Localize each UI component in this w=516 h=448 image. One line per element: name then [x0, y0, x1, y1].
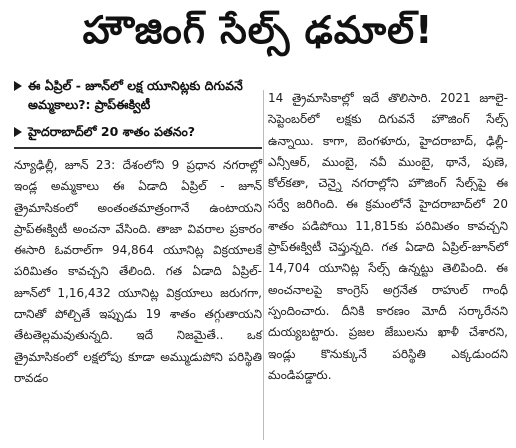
right-column: [268, 88, 508, 386]
subheading-2: [14, 122, 262, 141]
triangle-bullet-icon: [14, 81, 22, 91]
headline: హౌజింగ్ సేల్స్ ఢమాల్!: [82, 8, 434, 52]
subheading-divider: [14, 147, 262, 149]
left-column: [14, 76, 262, 389]
subheading-1: [14, 76, 262, 114]
subheading-1-text: ఈ ఏప్రిల్‌ - జూన్‌లో లక్ష యూనిట్లకు దిగువనే అమ్మకాలు?: ప్రాప్‌ఈక్విటీ: [28, 78, 243, 112]
subheading-2-text: హైదరాబాద్‌లో 20 శాతం పతనం?: [28, 124, 196, 139]
article-body-left: న్యూఢిల్లీ, జూన్‌ 23: దేశంలోని 9 ప్రధాన నగరాల్లో ఇండ్ల అమ్మకాలు ఈ ఏడాది ఏప్రిల్‌ - జూన్‌ త్రైమాసికంలో అంతంతమాత్రంగానే ఉంటాయని ప్రాప్‌ఈక్విటీ అంచనా వేసింది. తాజా వివరాల ప్రకారం ఈసారి ఓవరాల్‌గా 94,864 యూనిట్ల విక్రయాలకే పరిమితం కావచ్చని తేలింది. గత ఏడాది ఏప్రిల్‌-జూన్‌లో 1,16,432 యూనిట్ల విక్రయాలు జరుగగా, దానితో పోల్చితే ఇప్పుడు 19 శాతం తగ్గుతాయని తేటతెల్లమవుతున్నది. ఇదే నిజమైతే.. ఒక త్రైమాసికంలో లక్షలోపు కూడా అమ్ముడుపోని పరిస్థితి రావడం: [14, 158, 262, 385]
triangle-bullet-icon: [14, 127, 22, 137]
article-body-right: 14 త్రైమాసికాల్లో ఇదే తొలిసారి. 2021 జూలై-సెప్టెంబర్‌లో లక్షకు దిగువనే హౌజింగ్‌ సేల్స్‌ ఉన్నాయి. కాగా, బెంగళూరు, హైదరాబాద్‌, ఢిల్లీ-ఎన్సీఆర్‌, ముంబై, నవీ ముంబై, థానే, పుణె, కోల్‌కతా, చెన్నై నగరాల్లోని హౌజింగ్‌ సేల్స్‌పై ఈ సర్వే జరిగింది. ఈ క్రమంలోనే హైదరాబాద్‌లో 20 శాతం పడిపోయి 11,815కు పరిమితం కావచ్చని ప్రాప్‌ఈక్విటీ చెప్తున్నది. గత ఏడాది ఏప్రిల్‌-జూన్‌లో 14,704 యూనిట్ల సేల్స్‌ ఉన్నట్టు తెలిపింది. ఈ అంచనాలపై కాంగ్రెస్‌ అగ్రనేత రాహుల్‌ గాంధీ స్పందించారు. దీనికి కారణం మోదీ సర్కారేనని దుయ్యబట్టారు. ప్రజల జేబులను ఖాళీ చేశారని, ఇండ్లు కొనుక్కునే పరిస్థితి ఎక్కడుందని మండిపడ్డారు.: [268, 91, 508, 382]
column-divider: [263, 90, 264, 440]
